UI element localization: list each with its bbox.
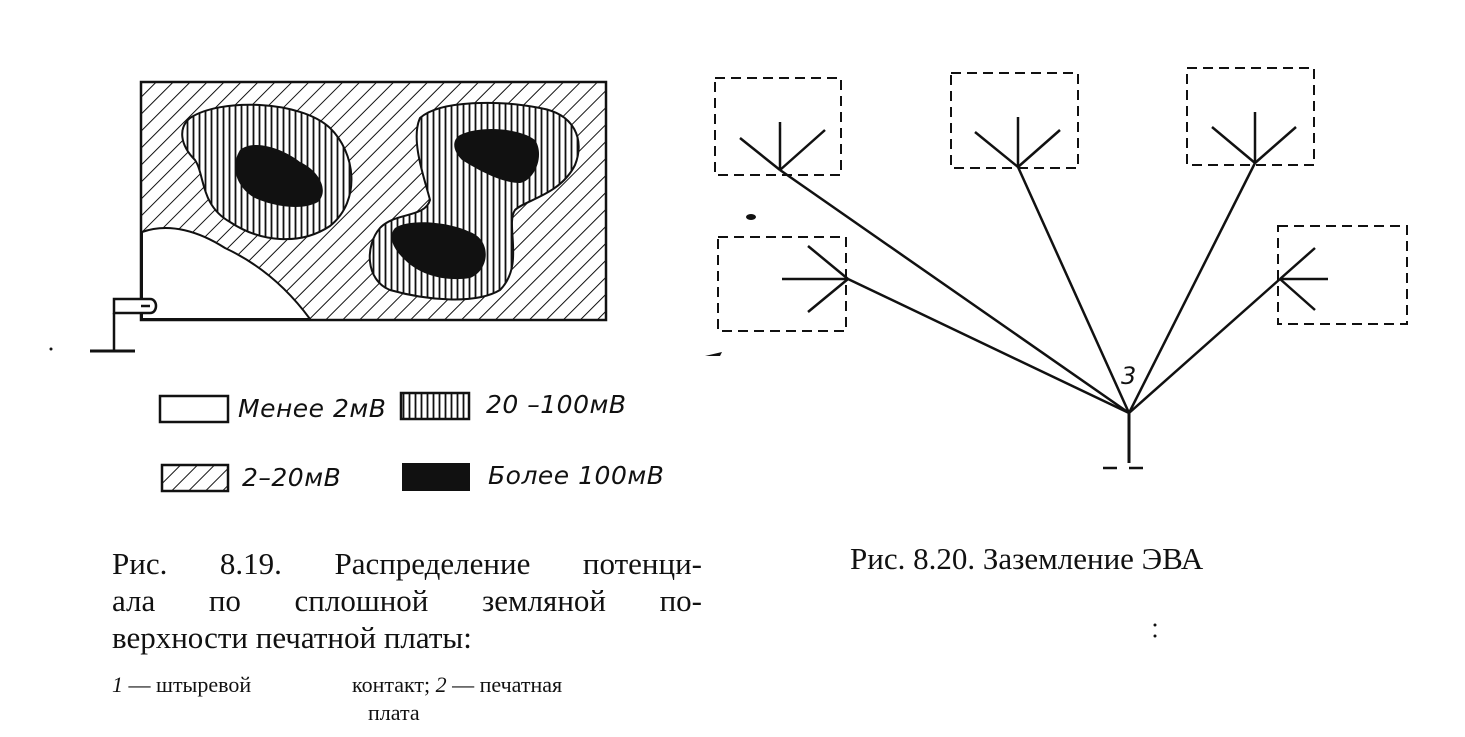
note-2-prefix: контакт;: [352, 672, 436, 697]
ground-wires: [780, 163, 1280, 413]
legend-label-below-2mv: Менее 2мВ: [238, 394, 387, 423]
ground-star-3: [1212, 112, 1296, 163]
legend-label-20-100mv: 20 –100мВ: [486, 390, 627, 419]
grounding-diagram: [715, 68, 1407, 468]
unit-box-4: [718, 237, 846, 331]
note-2-number: 2: [435, 672, 447, 697]
ground-star-2: [975, 117, 1060, 167]
note-pin-contact: [112, 672, 251, 698]
swatch-solid-black: [402, 463, 470, 491]
note-1-number: 1: [112, 672, 123, 697]
caption-fig-8-20: Рис. 8.20. Заземление ЭВА: [850, 541, 1204, 576]
caption-fig-8-19: [112, 545, 702, 656]
ground-star-4: [782, 246, 848, 312]
unit-box-2: [951, 73, 1078, 168]
swatch-white: [160, 396, 228, 422]
note-printed-board: [352, 672, 562, 698]
ground-point-label: 3: [1121, 362, 1137, 390]
note-2-text: — печатная: [446, 672, 563, 697]
caption-line-3: верхности печатной платы:: [112, 620, 472, 655]
pin-contact: [90, 299, 156, 351]
caption-line-1: Рис. 8.19. Распределение потенци-: [112, 546, 702, 581]
note-board-tail: плата: [368, 700, 420, 725]
unit-box-3: [1187, 68, 1314, 165]
unit-box-5: [1278, 226, 1407, 324]
legend-label-2-20mv: 2–20мВ: [242, 463, 342, 492]
ground-star-1: [740, 122, 825, 170]
legend-label-above-100mv: Более 100мВ: [488, 461, 665, 490]
swatch-diagonal-hatch: [162, 465, 228, 491]
ground-star-5: [1280, 248, 1328, 310]
pcb-potential-map: [90, 82, 606, 351]
unit-box-1: [715, 78, 841, 175]
caption-line-2: ала по сплошной земляной по-: [112, 583, 702, 618]
swatch-vertical-stripes: [401, 393, 469, 419]
note-1-text: — штыревой: [123, 672, 252, 697]
